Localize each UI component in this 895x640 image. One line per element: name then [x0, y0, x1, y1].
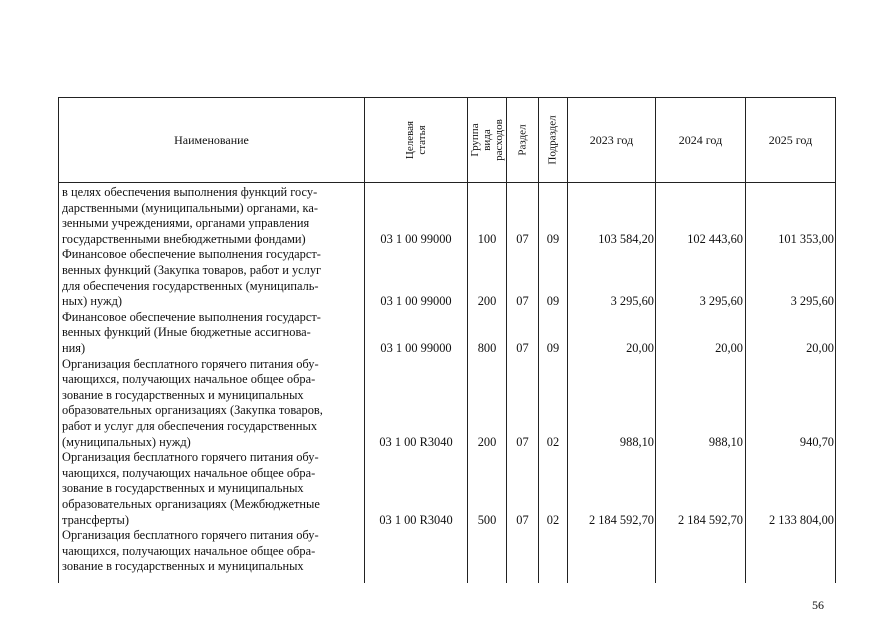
row-2024: 988,10: [708, 434, 743, 449]
row-name-line: работ и услуг для обеспечения государственных: [62, 418, 318, 433]
header-2023: 2023 год: [589, 132, 634, 147]
row-name-line: венных функций (Закупка товаров, работ и услуг: [62, 262, 322, 277]
row-name-line: зование в государственных и муниципальных: [62, 559, 304, 574]
page-number: 56: [812, 598, 824, 612]
row-name-line: государственными внебюджетными фондами): [62, 231, 306, 246]
row-2023: 2 184 592,70: [588, 512, 654, 527]
row-group: 800: [477, 341, 497, 355]
row-name-line: (муниципальных) нужд): [62, 434, 191, 449]
row-code: 03 1 00 99000: [380, 294, 452, 309]
row-name-line: зование в государственных и муниципальных: [62, 481, 304, 496]
row-2025: 3 295,60: [790, 294, 834, 309]
row-2024: 2 184 592,70: [677, 512, 743, 527]
row-name-line: чающихся, получающих начальное общее обра-: [62, 543, 316, 558]
row-2023: 103 584,20: [598, 231, 654, 246]
header-group: Группа вида расходов: [469, 119, 506, 161]
row-name-line: Организация бесплатного горячего питания обу-: [62, 450, 319, 465]
row-name-line: дарственными (муниципальными) органами, ка-: [62, 200, 318, 215]
row-name-line: чающихся, получающих начальное общее обра-: [62, 465, 316, 480]
row-2025: 101 353,00: [778, 231, 834, 246]
row-razdel: 07: [516, 341, 529, 355]
row-podrazdel: 09: [546, 294, 560, 309]
row-name-line: образовательных организациях (Межбюджетные: [62, 496, 320, 511]
header-2024: 2024 год: [678, 132, 723, 147]
row-name: [62, 528, 359, 575]
row-2025: 2 133 804,00: [768, 512, 834, 527]
row-name-line: зенными учреждениями, органами управления: [62, 216, 310, 231]
row-name-line: в целях обеспечения выполнения функций госу-: [62, 185, 318, 199]
row-name-line: для обеспечения государственных (муниципаль-: [62, 278, 319, 293]
row-name: [62, 310, 359, 357]
row-code: 03 1 00 R3040: [379, 434, 453, 449]
budget-table: [58, 97, 836, 583]
row-2023: 3 295,60: [610, 294, 654, 309]
row-name: [62, 247, 359, 309]
row-code: 03 1 00 99000: [380, 341, 452, 355]
row-razdel: 07: [516, 434, 529, 449]
row-name-line: образовательных организациях (Закупка товаров,: [62, 403, 323, 418]
header-code: Целевая статья: [404, 120, 428, 160]
row-name-line: чающихся, получающих начальное общее обра-: [62, 372, 316, 387]
row-name: [62, 185, 359, 247]
header-name: Наименование: [174, 132, 249, 147]
header-divider: [59, 182, 835, 183]
row-name-line: зование в государственных и муниципальных: [62, 387, 304, 402]
row-name-line: трансферты): [62, 512, 129, 527]
row-group: 200: [477, 294, 497, 309]
row-name-line: Организация бесплатного горячего питания обу-: [62, 356, 319, 371]
row-name-line: Организация бесплатного горячего питания обу-: [62, 528, 319, 543]
row-razdel: 07: [516, 294, 529, 309]
row-name-line: Финансовое обеспечение выполнения государст-: [62, 309, 321, 324]
row-name-line: ных) нужд): [62, 294, 123, 309]
header-razdel: Раздел: [516, 124, 529, 156]
row-name-line: Финансовое обеспечение выполнения государст-: [62, 247, 321, 262]
row-podrazdel: 02: [546, 512, 560, 527]
header-2025: 2025 год: [768, 132, 813, 147]
row-name-line: ния): [62, 340, 86, 355]
row-group: 500: [477, 512, 497, 527]
row-group: 100: [477, 231, 497, 246]
row-2023: 20,00: [626, 341, 654, 355]
row-2024: 3 295,60: [699, 294, 743, 309]
row-name: [62, 450, 359, 528]
row-code: 03 1 00 99000: [380, 231, 452, 246]
row-2024: 102 443,60: [687, 231, 743, 246]
row-podrazdel: 09: [546, 231, 560, 246]
row-code: 03 1 00 R3040: [379, 512, 453, 527]
row-razdel: 07: [516, 231, 529, 246]
row-2023: 988,10: [619, 434, 654, 449]
row-group: 200: [477, 434, 497, 449]
header-podrazdel: Подраздел: [547, 115, 560, 165]
row-2024: 20,00: [715, 341, 743, 355]
row-2025: 940,70: [799, 434, 834, 449]
row-2025: 20,00: [806, 341, 834, 355]
row-razdel: 07: [516, 512, 529, 527]
row-podrazdel: 02: [546, 434, 560, 449]
row-podrazdel: 09: [546, 341, 560, 355]
row-name-line: венных функций (Иные бюджетные ассигнова-: [62, 325, 311, 340]
row-name: [62, 357, 359, 451]
